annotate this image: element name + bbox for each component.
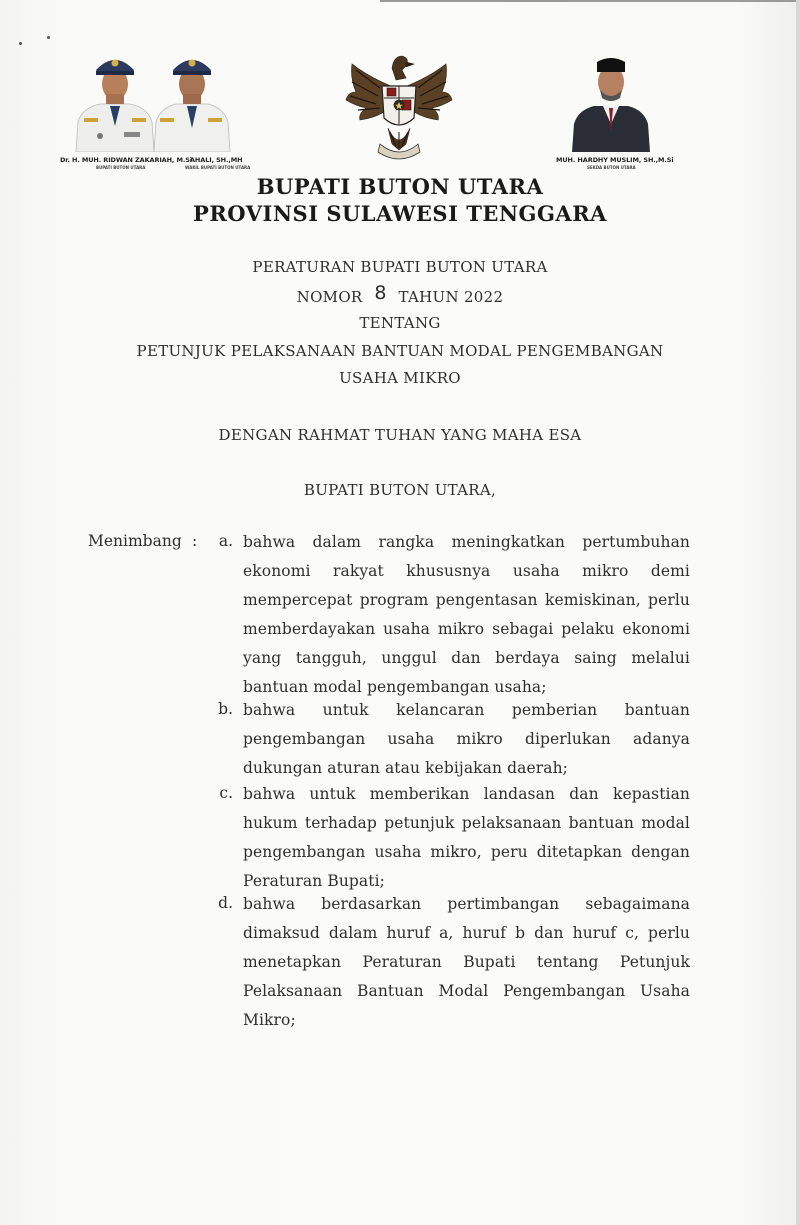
authority-line: BUPATI BUTON UTARA, bbox=[303, 481, 497, 499]
item-text-b: bahwa untuk kelancaran pemberian bantuan pengembangan usaha mikro diperlukan adanya dukungan aturan atau kebijakan daerah; bbox=[243, 701, 690, 777]
item-letter-c: c. bbox=[219, 784, 233, 802]
official-title-bupati: BUPATI BUTON UTARA bbox=[96, 165, 146, 170]
subject-line-1: PETUNJUK PELAKSANAAN BANTUAN MODAL PENGEMBANGAN bbox=[136, 342, 664, 360]
official-title-wakil: WAKIL BUPATI BUTON UTARA bbox=[185, 165, 251, 170]
item-letter-a: a. bbox=[218, 532, 233, 550]
official-photo-wakil-bupati bbox=[150, 44, 234, 152]
tahun-label: TAHUN 2022 bbox=[398, 288, 504, 306]
nomor-value: 8 bbox=[374, 282, 387, 304]
item-text-a: bahwa dalam rangka meningkatkan pertumbuhan ekonomi rakyat khususnya usaha mikro demi mempercepat program pengentasan kemiskinan, perlu memberdayakan usaha mikro sebagai pelaku ekonomi yang tangguh, unggul dan berdaya saing melalui bantuan modal pengembangan usaha; bbox=[243, 533, 690, 696]
header-provinsi: PROVINSI SULAWESI TENGGARA bbox=[193, 201, 607, 226]
menimbang-colon: : bbox=[192, 532, 198, 550]
official-title-sekda: SEKDA BUTON UTARA bbox=[587, 165, 636, 170]
item-text-c: bahwa untuk memberikan landasan dan kepastian hukum terhadap petunjuk pelaksanaan bantuan modal pengembangan usaha mikro, peru ditetapkan dengan Peraturan Bupati; bbox=[243, 785, 690, 890]
scan-edge-top bbox=[380, 0, 800, 2]
official-name-sekda: MUH. HARDHY MUSLIM, SH.,M.Si bbox=[556, 156, 674, 164]
item-letter-d: d. bbox=[218, 894, 233, 912]
tentang-label: TENTANG bbox=[359, 314, 441, 332]
blessing-line: DENGAN RAHMAT TUHAN YANG MAHA ESA bbox=[218, 426, 582, 444]
official-name-wakil: AHALI, SH.,MH bbox=[190, 156, 243, 164]
menimbang-label: Menimbang bbox=[88, 532, 182, 550]
regulation-title: PERATURAN BUPATI BUTON UTARA bbox=[252, 258, 548, 276]
scan-speck bbox=[19, 42, 22, 45]
regulation-number-line bbox=[0, 282, 800, 307]
item-text-d: bahwa berdasarkan pertimbangan sebagaimana dimaksud dalam huruf a, huruf b dan huruf c, perlu menetapkan Peraturan Bupati tentang Petunjuk Pelaksanaan Bantuan Modal Pengembangan Usaha Mikro; bbox=[243, 895, 690, 1029]
official-name-bupati: Dr. H. MUH. RIDWAN ZAKARIAH, M.Si bbox=[60, 156, 192, 164]
official-photo-bupati bbox=[72, 44, 158, 152]
garuda-emblem-icon bbox=[340, 48, 458, 166]
official-photo-sekda bbox=[570, 44, 652, 152]
header-bupati: BUPATI BUTON UTARA bbox=[256, 174, 544, 199]
subject-line-2: USAHA MIKRO bbox=[339, 369, 461, 387]
item-letter-b: b. bbox=[218, 700, 233, 718]
nomor-label: NOMOR bbox=[296, 288, 363, 306]
scan-speck bbox=[47, 36, 50, 39]
